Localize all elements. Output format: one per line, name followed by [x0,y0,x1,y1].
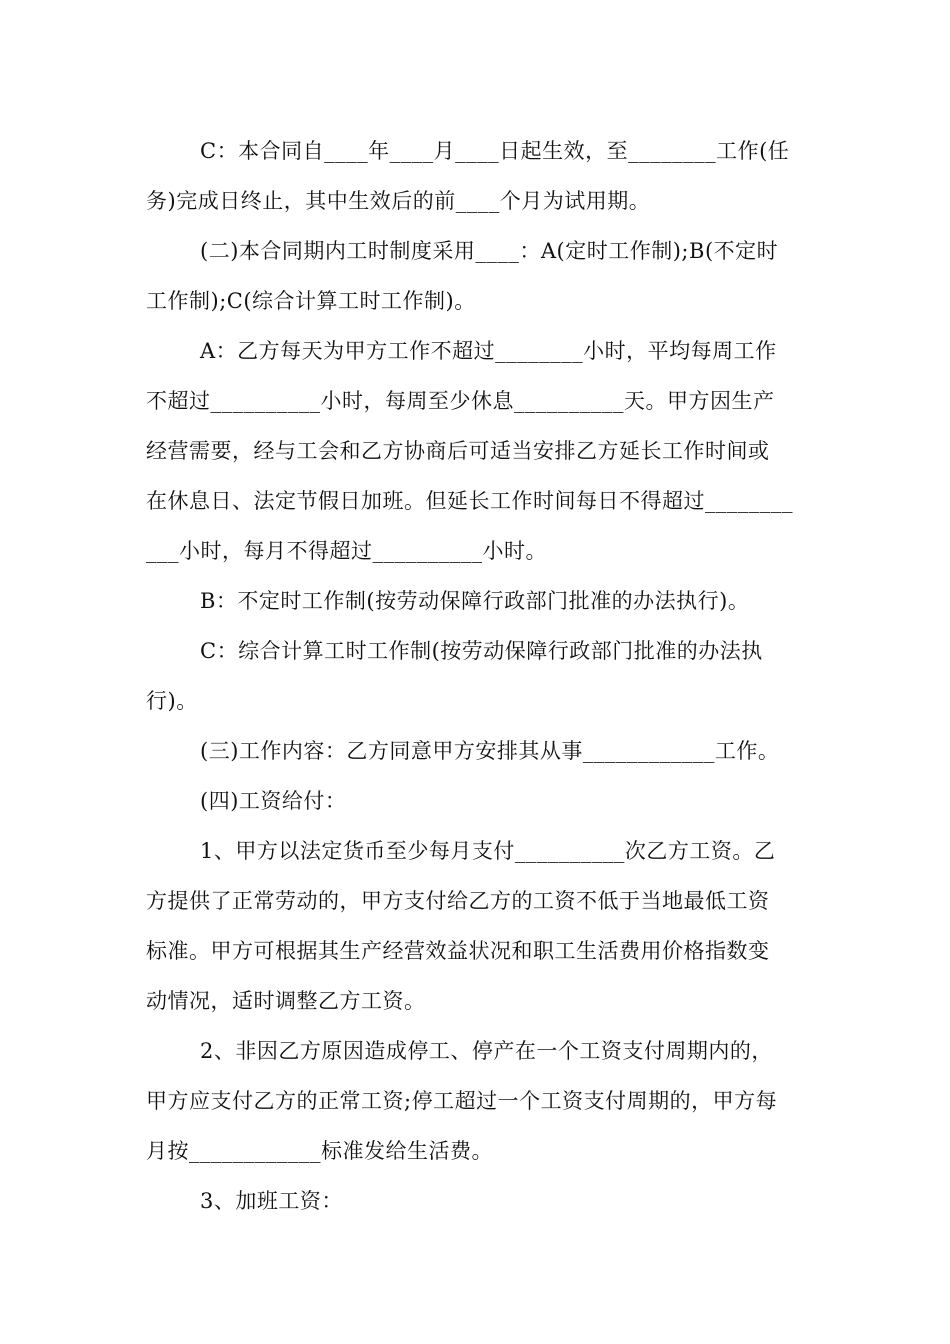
text-line: ___小时，每月不得超过__________小时。 [146,539,547,563]
text-line: 月按____________标准发给生活费。 [146,1139,493,1163]
text-line: B：不定时工作制(按劳动保障行政部门批准的办法执行)。 [200,589,750,613]
text-line: 经营需要，经与工会和乙方协商后可适当安排乙方延长工作时间或 [146,439,770,463]
text-line: (二)本合同期内工时制度采用____：A(定时工作制);B(不定时 [200,239,779,263]
text-line: 行)。 [146,689,198,713]
text-line: 工作制);C(综合计算工时工作制)。 [146,289,476,313]
text-line: C：本合同自____年____月____日起生效，至________工作(任 [200,139,790,163]
text-line: 务)完成日终止，其中生效后的前____个月为试用期。 [146,189,651,213]
text-line: 动情况，适时调整乙方工资。 [146,989,426,1013]
text-line: 甲方应支付乙方的正常工资;停工超过一个工资支付周期的，甲方每 [146,1089,778,1113]
text-line: A：乙方每天为甲方工作不超过________小时，平均每周工作 [200,339,777,363]
text-line: 在休息日、法定节假日加班。但延长工作时间每日不得超过________ [146,489,793,513]
text-line: 1、甲方以法定货币至少每月支付__________次乙方工资。乙 [200,839,776,863]
text-line: 方提供了正常劳动的，甲方支付给乙方的工资不低于当地最低工资 [146,889,770,913]
text-line: 不超过__________小时，每周至少休息__________天。甲方因生产 [146,389,775,413]
text-line: C：综合计算工时工作制(按劳动保障行政部门批准的办法执 [200,639,763,663]
text-line: (四)工资给付： [200,789,347,813]
text-line: (三)工作内容：乙方同意甲方安排其从事____________工作。 [200,739,780,763]
text-line: 标准。甲方可根据其生产经营效益状况和职工生活费用价格指数变 [146,939,770,963]
text-line: 2、非因乙方原因造成停工、停产在一个工资支付周期内的， [200,1039,773,1063]
text-line: 3、加班工资： [200,1189,343,1213]
